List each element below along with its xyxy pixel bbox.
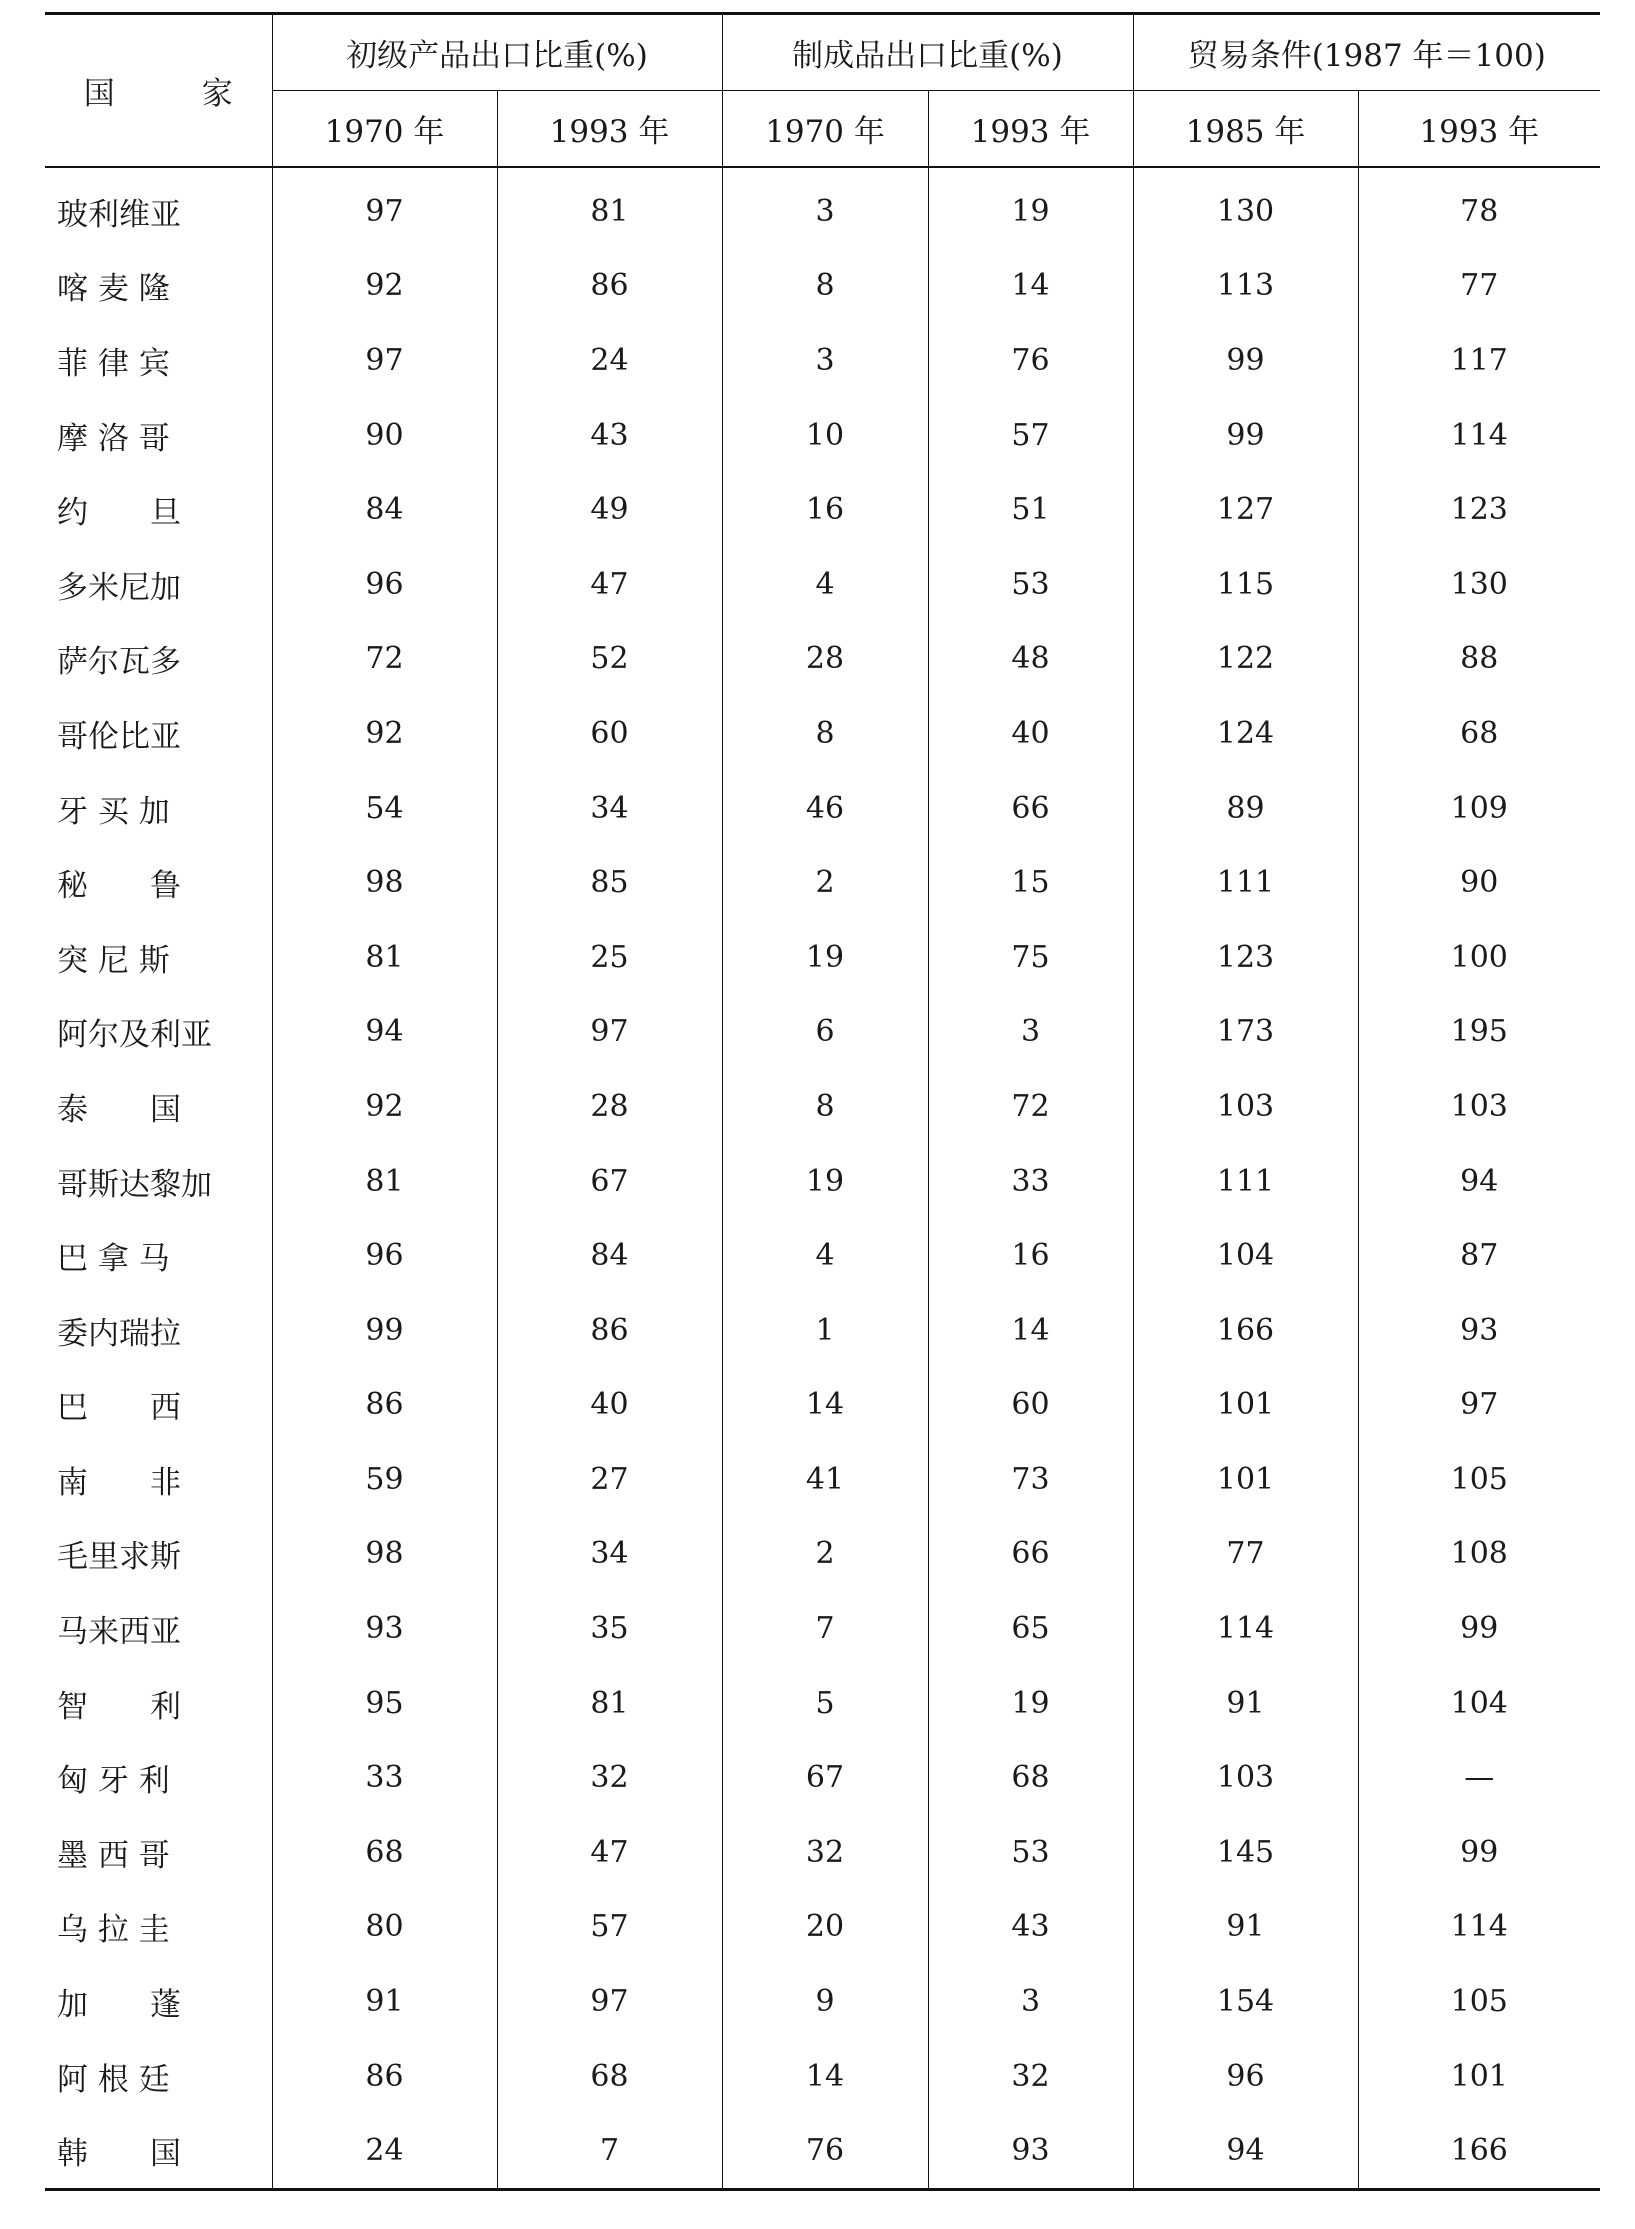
value-cell: 72: [272, 622, 497, 697]
value-cell: 91: [272, 1964, 497, 2039]
value-cell: 28: [497, 1069, 722, 1144]
table-row: [45, 1591, 1600, 1666]
value-cell: 92: [272, 696, 497, 771]
manufactured-export-share-header: 制成品出口比重(%): [722, 14, 1133, 91]
year-header: 1993 年: [497, 91, 722, 168]
value-cell: 78: [1358, 167, 1600, 249]
value-cell: 97: [497, 1964, 722, 2039]
value-cell: 92: [272, 249, 497, 324]
country-cell: 秘 鲁: [57, 868, 181, 905]
value-cell: 103: [1133, 1740, 1358, 1815]
value-cell: 76: [928, 323, 1133, 398]
table-row: [45, 547, 1600, 622]
country-cell: 巴 西: [57, 1390, 181, 1427]
value-cell: 4: [722, 1218, 928, 1293]
value-cell: 81: [497, 167, 722, 249]
value-cell: 34: [497, 1517, 722, 1592]
country-cell: 萨尔瓦多: [57, 644, 181, 681]
value-cell: 73: [928, 1442, 1133, 1517]
value-cell: 93: [928, 2113, 1133, 2189]
table-row: [45, 398, 1600, 473]
value-cell: 81: [272, 920, 497, 995]
value-cell: 66: [928, 771, 1133, 846]
value-cell: 15: [928, 845, 1133, 920]
value-cell: 14: [722, 2039, 928, 2114]
value-cell: 1: [722, 1293, 928, 1368]
value-cell: 8: [722, 696, 928, 771]
value-cell: 67: [497, 1144, 722, 1219]
value-cell: 122: [1133, 622, 1358, 697]
value-cell: 101: [1358, 2039, 1600, 2114]
value-cell: 20: [722, 1890, 928, 1965]
value-cell: 24: [272, 2113, 497, 2189]
table-row: [45, 1964, 1600, 2039]
value-cell: 35: [497, 1591, 722, 1666]
year-header: 1970 年: [722, 91, 928, 168]
value-cell: 104: [1133, 1218, 1358, 1293]
value-cell: 32: [722, 1815, 928, 1890]
value-cell: 59: [272, 1442, 497, 1517]
value-cell: 19: [928, 1666, 1133, 1741]
value-cell: 93: [1358, 1293, 1600, 1368]
value-cell: 43: [497, 398, 722, 473]
value-cell: 111: [1133, 845, 1358, 920]
value-cell: 84: [272, 472, 497, 547]
table-row: [45, 2113, 1600, 2189]
value-cell: 87: [1358, 1218, 1600, 1293]
value-cell: 51: [928, 472, 1133, 547]
value-cell: 94: [272, 995, 497, 1070]
country-cell: 菲 律 宾: [57, 345, 170, 382]
table-row: [45, 249, 1600, 324]
table-row: [45, 771, 1600, 846]
table-row: [45, 1293, 1600, 1368]
value-cell: 166: [1358, 2113, 1600, 2189]
value-cell: 19: [928, 167, 1133, 249]
value-cell: 95: [272, 1666, 497, 1741]
value-cell: 111: [1133, 1144, 1358, 1219]
table-row: [45, 323, 1600, 398]
value-cell: 28: [722, 622, 928, 697]
value-cell: 91: [1133, 1890, 1358, 1965]
table-row: [45, 2039, 1600, 2114]
value-cell: 124: [1133, 696, 1358, 771]
value-cell: 14: [928, 1293, 1133, 1368]
value-cell: 109: [1358, 771, 1600, 846]
value-cell: 2: [722, 845, 928, 920]
value-cell: 130: [1358, 547, 1600, 622]
country-cell: 多米尼加: [57, 569, 181, 606]
value-cell: 52: [497, 622, 722, 697]
country-cell: 乌 拉 圭: [57, 1912, 170, 1949]
country-cell: 阿尔及利亚: [57, 1017, 212, 1054]
value-cell: 3: [722, 323, 928, 398]
value-cell: 99: [1358, 1591, 1600, 1666]
value-cell: 7: [497, 2113, 722, 2189]
value-cell: 86: [272, 1368, 497, 1443]
value-cell: 49: [497, 472, 722, 547]
value-cell: 98: [272, 845, 497, 920]
value-cell: 81: [272, 1144, 497, 1219]
value-cell: 7: [722, 1591, 928, 1666]
value-cell: 105: [1358, 1964, 1600, 2039]
table-row: [45, 920, 1600, 995]
value-cell: 32: [497, 1740, 722, 1815]
value-cell: 8: [722, 1069, 928, 1144]
value-cell: 46: [722, 771, 928, 846]
value-cell: 77: [1133, 1517, 1358, 1592]
value-cell: 105: [1358, 1442, 1600, 1517]
value-cell: 10: [722, 398, 928, 473]
data-table: [45, 12, 1600, 2191]
value-cell: 68: [497, 2039, 722, 2114]
value-cell: 89: [1133, 771, 1358, 846]
value-cell: 96: [1133, 2039, 1358, 2114]
value-cell: 99: [1133, 398, 1358, 473]
value-cell: 34: [497, 771, 722, 846]
value-cell: 90: [272, 398, 497, 473]
country-cell: 巴 拿 马: [57, 1241, 170, 1278]
value-cell: 114: [1358, 1890, 1600, 1965]
value-cell: 114: [1133, 1591, 1358, 1666]
value-cell: 97: [497, 995, 722, 1070]
table-row: [45, 622, 1600, 697]
value-cell: 85: [497, 845, 722, 920]
value-cell: 86: [497, 249, 722, 324]
value-cell: 145: [1133, 1815, 1358, 1890]
value-cell: 84: [497, 1218, 722, 1293]
value-cell: 53: [928, 1815, 1133, 1890]
year-header: 1993 年: [928, 91, 1133, 168]
value-cell: 88: [1358, 622, 1600, 697]
table-row: [45, 1740, 1600, 1815]
value-cell: 24: [497, 323, 722, 398]
country-cell: 喀 麦 隆: [57, 271, 170, 308]
country-cell: 泰 国: [57, 1091, 181, 1128]
country-cell: 匈 牙 利: [57, 1763, 170, 1800]
country-cell: 加 蓬: [57, 1987, 181, 2024]
value-cell: 104: [1358, 1666, 1600, 1741]
primary-export-share-header: 初级产品出口比重(%): [272, 14, 722, 91]
value-cell: 101: [1133, 1368, 1358, 1443]
table-row: [45, 472, 1600, 547]
value-cell: 94: [1358, 1144, 1600, 1219]
table-row: [45, 1442, 1600, 1517]
value-cell: 80: [272, 1890, 497, 1965]
country-cell: 委内瑞拉: [57, 1315, 181, 1352]
country-cell: 阿 根 廷: [57, 2061, 170, 2098]
value-cell: 8: [722, 249, 928, 324]
country-cell: 牙 买 加: [57, 793, 170, 830]
value-cell: 32: [928, 2039, 1133, 2114]
value-cell: 9: [722, 1964, 928, 2039]
table-row: [45, 1517, 1600, 1592]
value-cell: 3: [722, 167, 928, 249]
value-cell: 6: [722, 995, 928, 1070]
table-header: [45, 14, 1600, 168]
value-cell: 123: [1133, 920, 1358, 995]
value-cell: 40: [928, 696, 1133, 771]
value-cell: 68: [272, 1815, 497, 1890]
value-cell: 130: [1133, 167, 1358, 249]
value-cell: 90: [1358, 845, 1600, 920]
value-cell: 47: [497, 547, 722, 622]
country-cell: 约 旦: [57, 495, 181, 532]
table-row: [45, 167, 1600, 249]
value-cell: 97: [272, 323, 497, 398]
value-cell: 92: [272, 1069, 497, 1144]
table-row: [45, 1218, 1600, 1293]
value-cell: 40: [497, 1368, 722, 1443]
value-cell: 113: [1133, 249, 1358, 324]
value-cell: 14: [928, 249, 1133, 324]
value-cell: 117: [1358, 323, 1600, 398]
value-cell: 96: [272, 547, 497, 622]
value-cell: 86: [272, 2039, 497, 2114]
value-cell: 96: [272, 1218, 497, 1293]
value-cell: 57: [928, 398, 1133, 473]
value-cell: 77: [1358, 249, 1600, 324]
value-cell: 101: [1133, 1442, 1358, 1517]
value-cell: 65: [928, 1591, 1133, 1666]
value-cell: 25: [497, 920, 722, 995]
value-cell: 16: [722, 472, 928, 547]
value-cell: 60: [497, 696, 722, 771]
value-cell: 173: [1133, 995, 1358, 1070]
table-row: [45, 845, 1600, 920]
value-cell: 75: [928, 920, 1133, 995]
value-cell: 76: [722, 2113, 928, 2189]
value-cell: 108: [1358, 1517, 1600, 1592]
value-cell: 91: [1133, 1666, 1358, 1741]
value-cell: 68: [928, 1740, 1133, 1815]
value-cell: 60: [928, 1368, 1133, 1443]
value-cell: 98: [272, 1517, 497, 1592]
value-cell: 33: [928, 1144, 1133, 1219]
table-row: [45, 1890, 1600, 1965]
value-cell: 94: [1133, 2113, 1358, 2189]
table-body: [45, 167, 1600, 2190]
country-cell: 马来西亚: [57, 1614, 181, 1651]
value-cell: 53: [928, 547, 1133, 622]
value-cell: 123: [1358, 472, 1600, 547]
value-cell: 27: [497, 1442, 722, 1517]
value-cell: 57: [497, 1890, 722, 1965]
value-cell: 154: [1133, 1964, 1358, 2039]
value-cell: 2: [722, 1517, 928, 1592]
table-row: [45, 696, 1600, 771]
country-cell: 哥伦比亚: [57, 718, 181, 755]
value-cell: 33: [272, 1740, 497, 1815]
year-header: 1985 年: [1133, 91, 1358, 168]
value-cell: 97: [1358, 1368, 1600, 1443]
value-cell: 99: [272, 1293, 497, 1368]
value-cell: 5: [722, 1666, 928, 1741]
value-cell: 14: [722, 1368, 928, 1443]
value-cell: 3: [928, 1964, 1133, 2039]
year-header: 1970 年: [272, 91, 497, 168]
value-cell: 47: [497, 1815, 722, 1890]
table-row: [45, 1144, 1600, 1219]
country-cell: 毛里求斯: [57, 1539, 181, 1576]
country-cell: 墨 西 哥: [57, 1837, 170, 1874]
value-cell: 19: [722, 1144, 928, 1219]
value-cell: 99: [1133, 323, 1358, 398]
value-cell: 99: [1358, 1815, 1600, 1890]
country-cell: 南 非: [57, 1464, 181, 1501]
value-cell: 93: [272, 1591, 497, 1666]
value-cell: 66: [928, 1517, 1133, 1592]
terms-of-trade-header: 贸易条件(1987 年＝100): [1133, 14, 1600, 91]
table-row: [45, 1368, 1600, 1443]
table-row: [45, 1815, 1600, 1890]
country-cell: 智 利: [57, 1688, 181, 1725]
value-cell: 166: [1133, 1293, 1358, 1368]
value-cell: 115: [1133, 547, 1358, 622]
value-cell: —: [1358, 1740, 1600, 1815]
value-cell: 97: [272, 167, 497, 249]
country-cell: 摩 洛 哥: [57, 420, 170, 457]
year-header: 1993 年: [1358, 91, 1600, 168]
value-cell: 16: [928, 1218, 1133, 1293]
value-cell: 19: [722, 920, 928, 995]
value-cell: 100: [1358, 920, 1600, 995]
table-row: [45, 1666, 1600, 1741]
value-cell: 54: [272, 771, 497, 846]
value-cell: 41: [722, 1442, 928, 1517]
table-row: [45, 1069, 1600, 1144]
value-cell: 3: [928, 995, 1133, 1070]
value-cell: 81: [497, 1666, 722, 1741]
value-cell: 86: [497, 1293, 722, 1368]
value-cell: 103: [1358, 1069, 1600, 1144]
value-cell: 68: [1358, 696, 1600, 771]
value-cell: 127: [1133, 472, 1358, 547]
value-cell: 48: [928, 622, 1133, 697]
value-cell: 67: [722, 1740, 928, 1815]
country-cell: 玻利维亚: [57, 196, 181, 233]
value-cell: 4: [722, 547, 928, 622]
value-cell: 114: [1358, 398, 1600, 473]
value-cell: 103: [1133, 1069, 1358, 1144]
country-cell: 突 尼 斯: [57, 942, 170, 979]
country-cell: 韩 国: [45, 2113, 272, 2189]
country-column-header: 国 家: [45, 14, 272, 168]
country-cell: 哥斯达黎加: [57, 1166, 212, 1203]
table-row: [45, 995, 1600, 1070]
value-cell: 72: [928, 1069, 1133, 1144]
value-cell: 195: [1358, 995, 1600, 1070]
value-cell: 43: [928, 1890, 1133, 1965]
